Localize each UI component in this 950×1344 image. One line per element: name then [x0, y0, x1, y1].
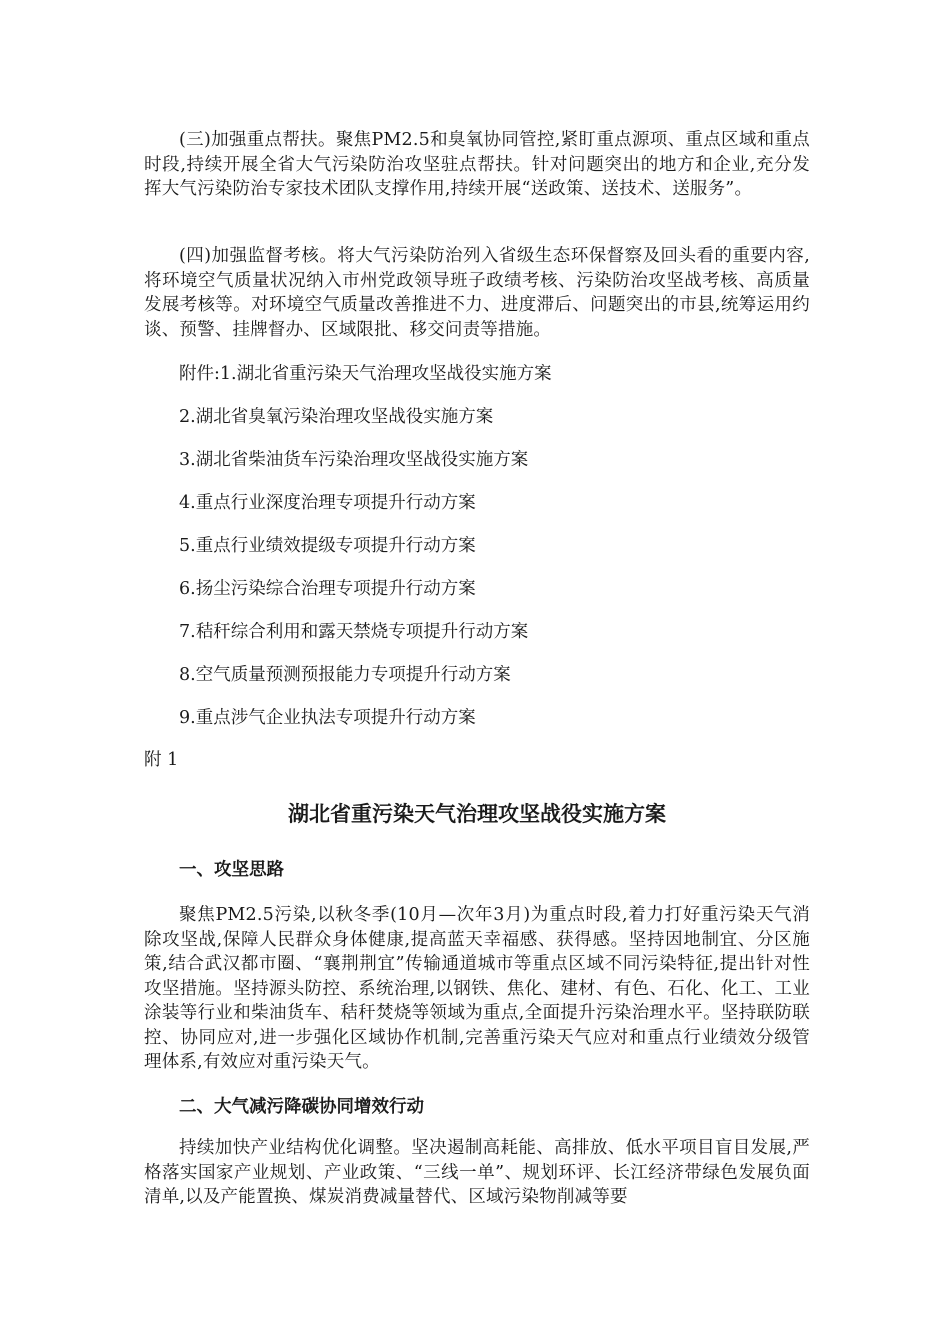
attachment-item-8: 8.空气质量预测预报能力专项提升行动方案	[179, 665, 511, 685]
section-heading-1: 一、攻坚思路	[179, 860, 284, 880]
appendix-label: 附 1	[144, 750, 179, 770]
attachment-item-5: 5.重点行业绩效提级专项提升行动方案	[179, 536, 476, 556]
attachment-item-9: 9.重点涉气企业执法专项提升行动方案	[179, 708, 476, 728]
section-body-1: 聚焦PM2.5污染,以秋冬季(10月—次年3月)为重点时段,着力打好重污染天气消除攻坚战,保障人民群众身体健康,提高蓝天幸福感、获得感。坚持因地制宜、分区施策,结合武汉都市圈、“襄荆荆宜”传输通道城市等重点区域不同污染特征,提出针对性攻坚措施。坚持源头防控、系统治理,以钢铁、焦化、建材、有色、石化、化工、工业涂装等行业和柴油货车、秸秆焚烧等领域为重点,全面提升污染治理水平。坚持联防联控、协同应对,进一步强化区域协作机制,完善重污染天气应对和重点行业绩效分级管理体系,有效应对重污染天气。	[144, 905, 810, 1072]
document-title: 湖北省重污染天气治理攻坚战役实施方案	[288, 802, 666, 826]
attachment-item-4: 4.重点行业深度治理专项提升行动方案	[179, 493, 476, 513]
paragraph-supervision-assessment: (四)加强监督考核。将大气污染防治列入省级生态环保督察及回头看的重要内容,将环境空气质量状况纳入市州党政领导班子政绩考核、污染防治攻坚战考核、高质量发展考核等。对环境空气质量改善推进不力、进度滞后、问题突出的市县,统筹运用约谈、预警、挂牌督办、区域限批、移交问责等措施。	[144, 246, 810, 340]
section-heading-2: 二、大气减污降碳协同增效行动	[179, 1097, 424, 1117]
attachment-item-2: 2.湖北省臭氧污染治理攻坚战役实施方案	[179, 407, 494, 427]
attachment-item-7: 7.秸秆综合利用和露天禁烧专项提升行动方案	[179, 622, 529, 642]
attachment-item-3: 3.湖北省柴油货车污染治理攻坚战役实施方案	[179, 450, 529, 470]
section-body-2: 持续加快产业结构优化调整。坚决遏制高耗能、高排放、低水平项目盲目发展,严格落实国家产业规划、产业政策、“三线一单”、规划环评、长江经济带绿色发展负面清单,以及产能置换、煤炭消费减量替代、区域污染物削减等要	[144, 1138, 810, 1207]
paragraph-strengthen-assistance: (三)加强重点帮扶。聚焦PM2.5和臭氧协同管控,紧盯重点源项、重点区域和重点时段,持续开展全省大气污染防治攻坚驻点帮扶。针对问题突出的地方和企业,充分发挥大气污染防治专家技术团队支撑作用,持续开展“送政策、送技术、送服务”。	[144, 130, 810, 199]
attachment-item-6: 6.扬尘污染综合治理专项提升行动方案	[179, 579, 476, 599]
attachment-item-1: 附件:1.湖北省重污染天气治理攻坚战役实施方案	[179, 364, 552, 384]
